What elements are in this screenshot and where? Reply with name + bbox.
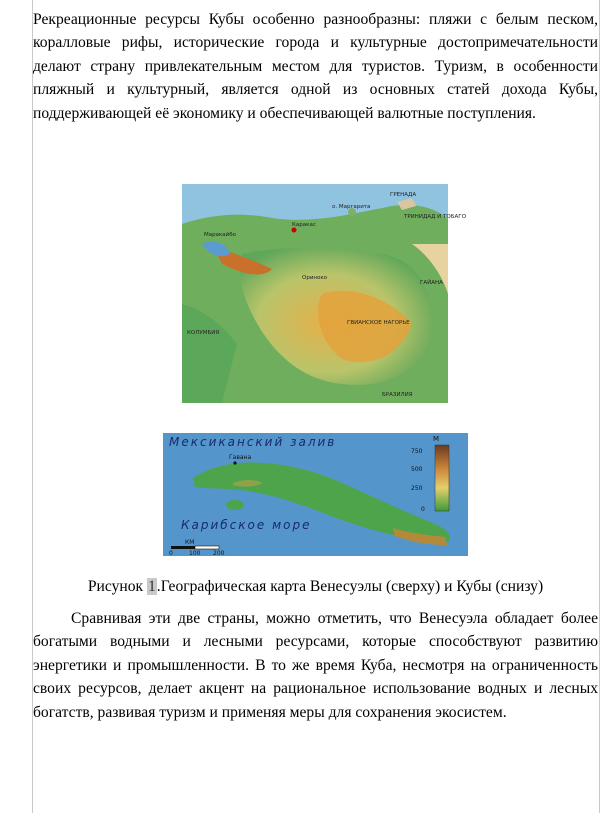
map-label-orinoco: Ориноко bbox=[302, 275, 328, 281]
map-label-maracaibo: Маракайбо bbox=[204, 232, 237, 238]
caption-text: .Географическая карта Венесуэлы (сверху) и Кубы (снизу) bbox=[156, 578, 544, 595]
havana-marker-icon bbox=[233, 461, 236, 464]
map-label-trinidad: ТРИНИДАД И ТОБАГО bbox=[404, 214, 466, 220]
map-label-colombia: КОЛУМБИЯ bbox=[187, 330, 220, 336]
map-label-guyana: ГАЙАНА bbox=[420, 280, 443, 286]
caption-figure-number: 1 bbox=[148, 578, 156, 595]
map-label-guiana: ГВИАНСКОЕ НАГОРЬЕ bbox=[347, 320, 410, 326]
caption-prefix: Рисунок bbox=[87, 578, 147, 595]
capital-marker-icon bbox=[292, 228, 297, 233]
map-label-margarita: о. Маргарита bbox=[332, 204, 371, 210]
page-right-margin-line bbox=[599, 0, 600, 813]
gulf-label: Мексиканский залив bbox=[169, 435, 337, 449]
legend-tick-750: 750 bbox=[411, 448, 423, 455]
scale-tick-0: 0 bbox=[169, 550, 173, 557]
paragraph-tourism: Рекреационные ресурсы Кубы особенно разнообразны: пляжи с белым песком, коралловые рифы, исторические города и культурные достопримечательности делают страну привлекательным местом для туристов. Туризм, в особенности пляжный и культурный, является одной из основных статей дохода Кубы, поддерживающей её экономику и обеспечивающей валютные поступления. bbox=[33, 11, 598, 122]
figure-caption bbox=[33, 577, 598, 597]
map-label-grenada: ГРЕНАДА bbox=[390, 192, 417, 198]
scale-tick-100: 100 bbox=[189, 550, 201, 557]
legend-unit: М bbox=[433, 435, 440, 443]
venezuela-map-graphic bbox=[182, 184, 466, 403]
paragraph-comparison: Сравнивая эти две страны, можно отметить, что Венесуэла обладает более богатыми водными и лесными ресурсами, которые способствуют развитию энергетики и промышленности. В то же время Куба, несмотря на ограниченность своих ресурсов, делает акцент на рациональное использование водных и лесных богатств, развивая туризм и применяя меры для сохранения экосистем. bbox=[33, 610, 598, 721]
legend-tick-0: 0 bbox=[421, 506, 425, 513]
legend-tick-250: 250 bbox=[411, 485, 423, 492]
map-label-brazil: БРАЗИЛИЯ bbox=[382, 392, 413, 398]
scale-tick-200: 200 bbox=[213, 550, 225, 557]
cuba-map-graphic bbox=[163, 433, 468, 556]
legend-tick-500: 500 bbox=[411, 466, 423, 473]
havana-label: Гавана bbox=[229, 454, 252, 461]
sea-label: Карибское море bbox=[181, 518, 312, 532]
venezuela-map bbox=[182, 184, 466, 403]
cuba-map bbox=[163, 433, 468, 556]
scale-unit: КМ bbox=[185, 539, 195, 546]
map-label-caracas: Каракас bbox=[292, 222, 316, 228]
